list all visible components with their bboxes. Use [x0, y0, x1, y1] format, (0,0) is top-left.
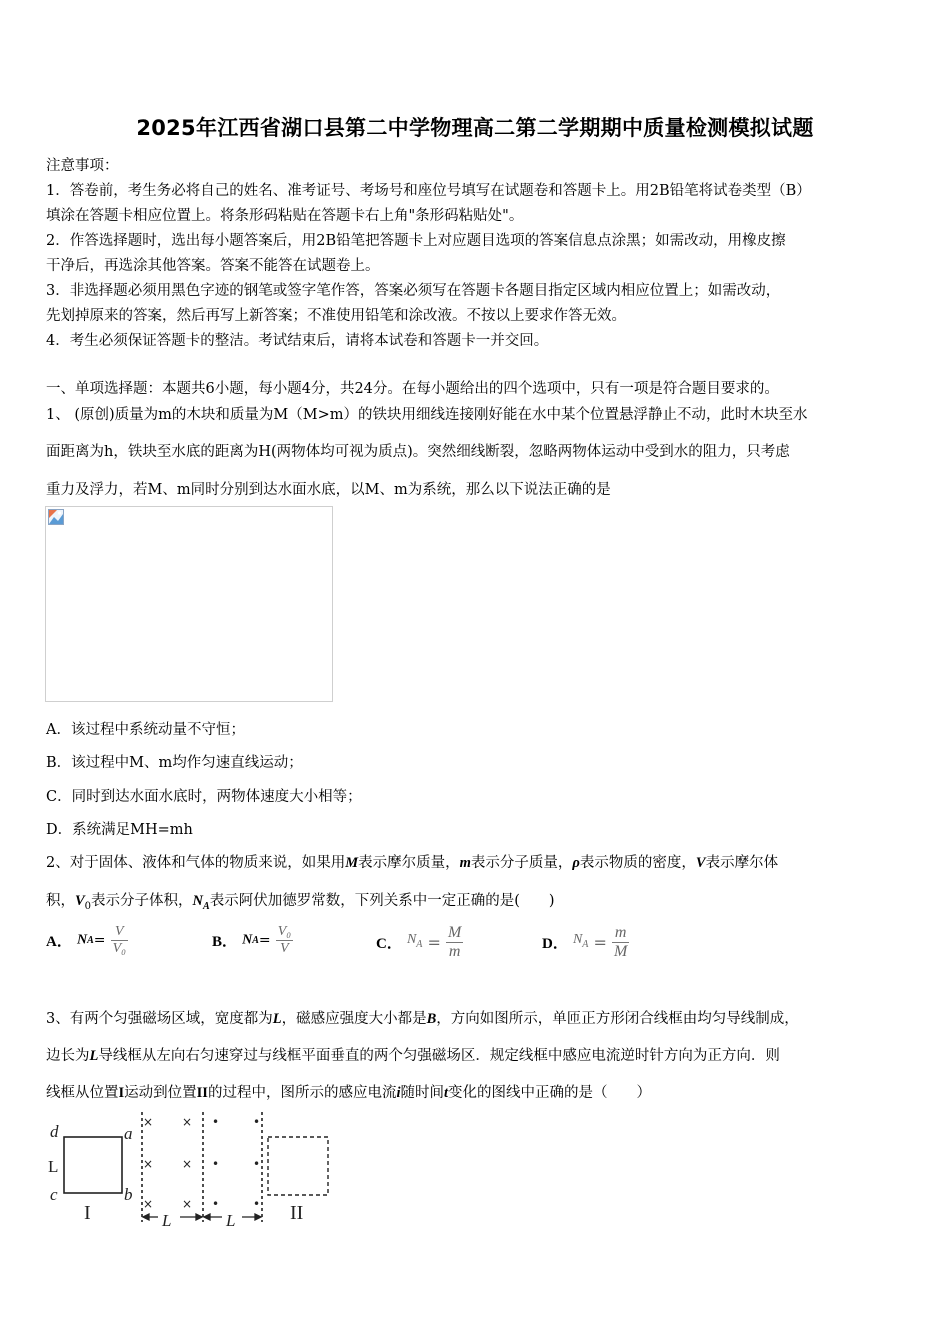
coil-position-2 [268, 1137, 328, 1195]
notice-line-3: 2．作答选择题时，选出每小题答案后，用2B铅笔把答题卡上对应题目选项的答案信息点涂黑；如需改动，用橡皮擦 [46, 233, 786, 249]
label-d: d [50, 1122, 59, 1141]
notice-line-1: 1．答卷前，考生务必将自己的姓名、准考证号、考场号和座位号填写在试题卷和答题卡上。用2B铅笔将试卷类型（B） [46, 183, 811, 199]
q2-text-1b: 表示摩尔质量， [358, 855, 460, 871]
q3-sym-t: t [443, 1085, 449, 1101]
q2-option-a-eq: = [93, 932, 106, 949]
field-cross-6: × [182, 1197, 193, 1211]
label-L-2: L [226, 1211, 236, 1230]
field-cross-5: × [182, 1157, 193, 1171]
field-dot-4: • [253, 1115, 261, 1129]
q2-sym-NA: N [192, 893, 204, 909]
dim-arrowhead-2a [204, 1214, 210, 1220]
q2-option-c-lhs-wrap [407, 932, 422, 953]
q3-text-1a: 3、有两个匀强磁场区域，宽度都为 [46, 1011, 273, 1027]
q2-option-a-num: V [111, 924, 128, 941]
q3-text-3b: 运动到位置 [124, 1085, 197, 1101]
label-II: II [290, 1202, 304, 1224]
q3-sym-II: II [196, 1085, 208, 1101]
notice-heading: 注意事项： [46, 158, 119, 174]
q3-sym-L-2: L [89, 1048, 99, 1064]
q2-sym-V0: V [75, 893, 85, 909]
dim-arrowhead-2b [255, 1214, 261, 1220]
q2-sym-rho: ρ [572, 855, 580, 871]
q3-line-1 [46, 1007, 799, 1028]
label-b: b [124, 1185, 133, 1204]
q1-line-2: 面距离为h，铁块至水底的距离为H(两物体均可视为质点)。突然细线断裂，忽略两物体运动中受到水的阻力，只考虑 [46, 444, 790, 460]
page-title: 2025年江西省湖口县第二中学物理高二第二学期期中质量检测模拟试题 [136, 116, 814, 140]
q3-text-1c: ，方向如图所示，单匝正方形闭合线框由均匀导线制成， [436, 1011, 799, 1027]
q2-option-d-lhs-sub: A [582, 938, 589, 950]
q2-option-c-lhs-sub: A [416, 938, 423, 950]
q2-option-c [376, 924, 463, 961]
q2-text-2c: 表示阿伏加德罗常数，下列关系中一定正确的是( ) [209, 893, 555, 909]
q2-option-a-fraction [111, 924, 128, 957]
q2-option-c-den: m [448, 943, 461, 960]
q2-option-c-lhs: N [406, 932, 417, 948]
q2-option-b-label: B． [212, 934, 238, 950]
q1-image-placeholder [45, 506, 333, 702]
q2-option-b-fraction [276, 924, 293, 957]
q1-option-c: C．同时到达水面水底时，两物体速度大小相等； [46, 789, 362, 805]
q2-option-b-lhs-sub: A [252, 935, 259, 946]
q3-sym-B: B [426, 1011, 437, 1027]
q1-line-1: 1、 (原创)质量为m的木块和质量为M（M>m）的铁块用细线连接刚好能在水中某个位置悬浮静止不动，此时木块至水 [46, 407, 808, 423]
notice-line-5: 3．非选择题必须用黑色字迹的钢笔或签字笔作答，答案必须写在答题卡各题目指定区域内相应位置上；如需改动， [46, 283, 781, 299]
q3-text-2a: 边长为 [46, 1048, 90, 1064]
field-dot-6: • [253, 1197, 261, 1211]
q2-option-a-lhs: N [76, 932, 88, 948]
q2-sub-0: 0 [84, 900, 92, 912]
q2-line-2 [46, 889, 555, 912]
label-c: c [50, 1185, 58, 1204]
label-I: I [84, 1202, 91, 1224]
q2-option-c-eq: = [427, 933, 441, 952]
q2-option-a [46, 924, 128, 957]
q2-option-c-label: C． [376, 936, 402, 952]
q2-text-1a: 2、对于固体、液体和气体的物质来说，如果用 [46, 855, 346, 871]
q1-option-a: A．该过程中系统动量不守恒； [46, 722, 245, 738]
q3-line-2 [46, 1044, 780, 1065]
field-cross-2: × [143, 1157, 154, 1171]
q2-line-1 [46, 851, 778, 872]
q2-option-b-den: V [280, 941, 289, 956]
q3-magnetic-field-figure [44, 1112, 344, 1232]
q1-line-3: 重力及浮力，若M、m同时分别到达水面水底，以M、m为系统，那么以下说法正确的是 [46, 482, 611, 498]
q3-text-3d: 随时间 [400, 1085, 444, 1101]
q2-option-c-fraction [446, 924, 463, 961]
q3-text-3a: 线框从位置 [46, 1085, 119, 1101]
q2-option-d [542, 924, 629, 961]
label-L-side: L [48, 1157, 59, 1176]
q1-option-b: B．该过程中M、m均作匀速直线运动； [46, 755, 303, 771]
coil-position-1 [64, 1137, 122, 1193]
q3-text-3e: 变化的图线中正确的是（ ） [448, 1085, 652, 1101]
q3-line-3 [46, 1081, 651, 1102]
q2-text-2b: 表示分子体积， [91, 893, 193, 909]
q2-option-d-eq: = [593, 933, 607, 952]
q3-sym-I: I [118, 1085, 125, 1101]
notice-line-7: 4．考生必须保证答题卡的整洁。考试结束后，请将本试卷和答题卡一并交回。 [46, 333, 549, 349]
q3-text-1b: ，磁感应强度大小都是 [281, 1011, 427, 1027]
q2-text-1c: 表示分子质量， [470, 855, 573, 871]
q2-option-b-num: V₀ [277, 924, 292, 939]
field-cross-3: × [143, 1197, 154, 1211]
label-L-1: L [162, 1211, 172, 1230]
q2-option-a-den: V₀ [112, 941, 126, 956]
notice-line-4: 干净后，再选涂其他答案。答案不能答在试题卷上。 [46, 258, 380, 274]
q2-sym-V: V [695, 855, 706, 871]
field-dot-2: • [212, 1157, 220, 1171]
q3-text-2b: 导线框从左向右匀速穿过与线框平面垂直的两个匀强磁场区．规定线框中感应电流逆时针方向为正方向．则 [98, 1048, 780, 1064]
notice-line-2: 填涂在答题卡相应位置上。将条形码粘贴在答题卡右上角"条形码粘贴处"。 [46, 208, 524, 224]
field-cross-1: × [143, 1115, 154, 1129]
q3-sym-i: i [396, 1085, 401, 1101]
q2-sym-m: m [459, 855, 471, 871]
q2-option-b-lhs: N [242, 932, 253, 948]
q2-option-a-label: A． [46, 934, 72, 950]
field-dot-5: • [253, 1157, 261, 1171]
q2-option-d-fraction [612, 924, 629, 961]
q2-text-1d: 表示物质的密度， [579, 855, 696, 871]
notice-line-6: 先划掉原来的答案，然后再写上新答案；不准使用铅笔和涂改液。不按以上要求作答无效。 [46, 308, 626, 324]
label-a: a [124, 1124, 133, 1143]
q3-text-3c: 的过程中，图所示的感应电流 [207, 1085, 397, 1101]
q2-option-d-label: D． [542, 936, 568, 952]
section-heading: 一、单项选择题：本题共6小题，每小题4分，共24分。在每小题给出的四个选项中，只有一项是符合题目要求的。 [46, 381, 779, 397]
q2-option-b-eq: = [258, 932, 271, 949]
q2-text-1e: 表示摩尔体 [705, 855, 779, 871]
q2-text-2a: 积， [46, 893, 75, 909]
broken-image-icon [48, 509, 64, 525]
q2-option-d-lhs-wrap [573, 932, 588, 953]
q2-option-d-den: M [613, 943, 628, 960]
q2-option-a-lhs-sub: A [87, 935, 94, 946]
dim-arrowhead-1b [196, 1214, 202, 1220]
q2-option-c-num: M [447, 924, 462, 941]
field-cross-4: × [182, 1115, 193, 1129]
field-dot-1: • [212, 1115, 220, 1129]
q2-option-d-num: m [612, 924, 629, 943]
q2-sym-M: M [345, 855, 359, 871]
q3-sym-L: L [272, 1011, 282, 1027]
q2-sub-A: A [203, 900, 210, 912]
q1-option-d: D．系统满足MH=mh [46, 822, 193, 838]
q2-option-d-lhs: N [572, 932, 583, 948]
field-dot-3: • [212, 1197, 220, 1211]
q2-option-b [212, 924, 293, 957]
dim-arrowhead-1a [143, 1214, 149, 1220]
